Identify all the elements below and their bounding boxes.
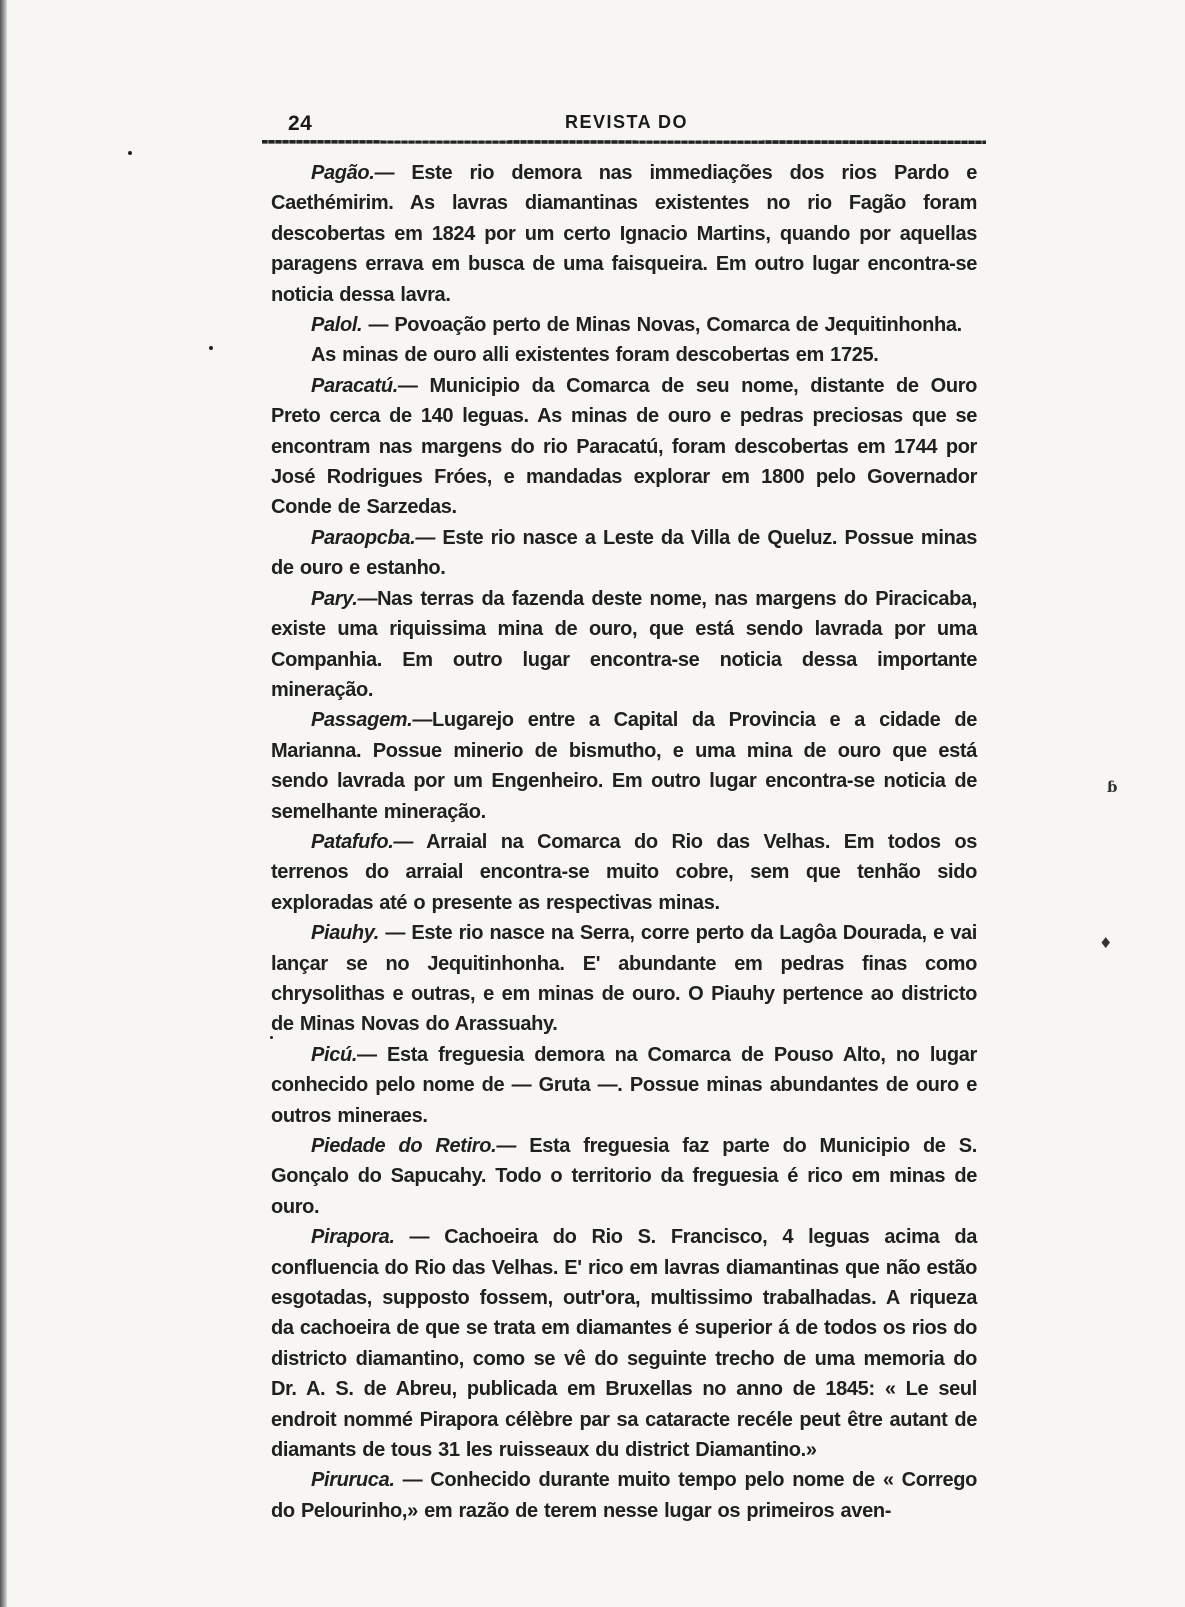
- margin-mark: ɓ: [1107, 778, 1118, 796]
- entry-term: Pary.: [311, 587, 358, 610]
- entry-text: — Municipio da Comarca de seu nome, distante de Ouro Preto cerca de 140 leguas. As minas de ouro e pedras preciosas que se encontram nas margens do rio Paracatú, foram descobertas em 1744 por José Rodrigues Fróes, e mandadas explorar em 1800 pelo Governador Conde de Sarzedas.: [271, 374, 977, 519]
- entry-text: —Nas terras da fazenda deste nome, nas margens do Piracicaba, existe uma riquissima mina de ouro, que está sendo lavrada por uma Companhia. Em outro lugar encontra-se noticia dessa importante mineração.: [271, 587, 977, 701]
- entry-text: — Esta freguesia faz parte do Municipio de S. Gonçalo do Sapucahy. Todo o territorio da freguesia é rico em minas de ouro.: [271, 1135, 977, 1218]
- entry-paraopeba: [271, 523, 977, 584]
- entry-text: — Este rio nasce na Serra, corre perto da Lagôa Dourada, e vai lançar se no Jequitinhonha. E' abundante em pedras finas como chrysolithas e outras, e em minas de ouro. O Piauhy pertence ao districto de Minas Novas do Arassuahy.: [271, 922, 977, 1036]
- margin-mark: ♦: [1099, 934, 1113, 952]
- page-header: [262, 102, 986, 148]
- entry-pirapora: [271, 1222, 977, 1465]
- entry-term: Picú.: [311, 1043, 358, 1066]
- entry-paracatu: [271, 371, 977, 523]
- entry-text: As minas de ouro alli existentes foram descobertas em 1725.: [311, 344, 879, 367]
- entry-passagem: [271, 705, 977, 827]
- body-text: [271, 158, 977, 1526]
- entry-term: Paracatú.: [311, 374, 398, 397]
- entry-text: — Conhecido durante muito tempo pelo nome de « Corrego do Pelourinho,» em razão de terem nesse lugar os primeiros aven-: [271, 1469, 977, 1522]
- entry-picu: [271, 1040, 977, 1131]
- ink-speck: [128, 151, 132, 155]
- ink-speck: [209, 346, 213, 350]
- entry-text: — Povoação perto de Minas Novas, Comarca de Jequitinhonha.: [362, 314, 962, 337]
- entry-text: — Este rio demora nas immediações dos rios Pardo e Caethémirim. As lavras diamantinas existentes no rio Fagão foram descobertas em 1824 por um certo Ignacio Martins, quando por aquellas paragens errava em busca de uma faisqueira. Em outro lugar encontra-se noticia dessa lavra.: [271, 162, 977, 306]
- entry-term: Passagem.: [311, 709, 413, 732]
- entry-pagao: [271, 158, 977, 310]
- entry-palol-continued: [271, 340, 977, 370]
- entry-piruruca: [271, 1465, 977, 1526]
- entry-term: Pirapora.: [311, 1226, 395, 1249]
- entry-text: — Cachoeira do Rio S. Francisco, 4 leguas acima da confluencia do Rio das Velhas. E' rico em lavras diamantinas que não estão esgotadas, supposto fossem, outr'ora, multissimo trabalhadas. A riqueza da cachoeira de que se trata em diamantes é superior á de todos os rios do districto diamantino, como se vê do seguinte trecho de uma memoria do Dr. A. S. de Abreu, publicada em Bruxellas no anno de 1845: « Le seul endroit nommé Pirapora célèbre par sa cataracte recéle peut être autant de diamants de tous 31 les ruisseaux du district Diamantino.»: [271, 1226, 977, 1462]
- entry-term: Patafufo.: [311, 830, 394, 853]
- entry-term: Paraopcba.: [311, 526, 416, 549]
- entry-term: Palol.: [311, 314, 363, 337]
- entry-pary: [271, 584, 977, 706]
- running-title: REVISTA DO: [565, 112, 689, 132]
- entry-piedade-do-retiro: [271, 1131, 977, 1222]
- entry-text: — Esta freguesia demora na Comarca de Pouso Alto, no lugar conhecido pelo nome de — Gruta —. Possue minas abundantes de ouro e outros mineraes.: [271, 1043, 977, 1127]
- entry-term: Pagão.: [311, 162, 375, 184]
- page-number: 24: [288, 112, 313, 135]
- entry-palol: [271, 310, 977, 340]
- entry-term: Piedade do Retiro.: [311, 1135, 497, 1157]
- entry-patafufo: [271, 827, 977, 918]
- entry-term: Piruruca.: [311, 1469, 395, 1492]
- entry-text: —Lugarejo entre a Capital da Provincia e a cidade de Marianna. Possue minerio de bismutho, e uma mina de ouro que está sendo lavrada por um Engenheiro. Em outro lugar encontra-se noticia de semelhante mineração.: [271, 709, 977, 823]
- header-rule: [262, 140, 986, 144]
- page-binding-edge: [0, 0, 7, 1607]
- entry-term: Piauhy.: [311, 922, 379, 945]
- entry-piauhy: [271, 918, 977, 1040]
- ink-speck: [270, 1036, 273, 1039]
- entry-text: — Arraial na Comarca do Rio das Velhas. Em todos os terrenos do arraial encontra-se muito cobre, sem que tenhão sido exploradas até o presente as respectivas minas.: [271, 830, 977, 914]
- entry-text: — Este rio nasce a Leste da Villa de Queluz. Possue minas de ouro e estanho.: [271, 526, 977, 580]
